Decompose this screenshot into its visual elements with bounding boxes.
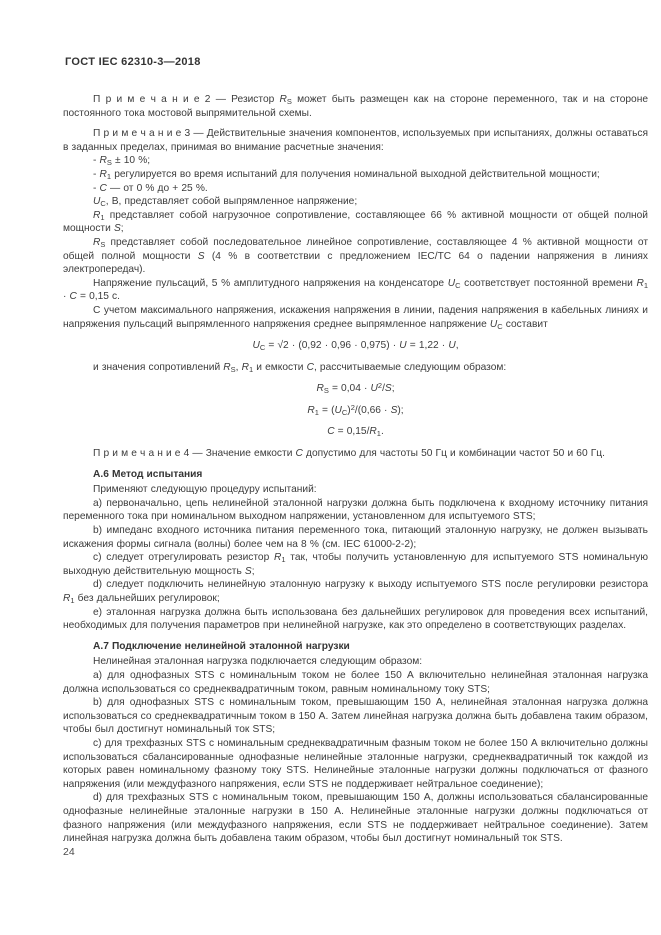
note-paragraph: П р и м е ч а н и е 2 — Резистор $R_S$ может быть размещен как на стороне переменного, так и на стороне постоянного тока мостовой выпрямительной схемы. <box>63 94 648 119</box>
formula: $U_C = √2 \cdot (0,92 \cdot 0,96 \cdot 0,975) \cdot U = 1,22 \cdot U$, <box>252 340 459 353</box>
paragraph: Напряжение пульсаций, 5 % амплитудного напряжения на конденсаторе $U_C$ соответствует постоянной времени $R_1 \cdot C = 0,15$ с. <box>63 277 649 303</box>
formula: $R_S = 0,04 \cdot U^2/S$; <box>316 381 395 396</box>
paragraph: c) следует отрегулировать резистор $R_1$ так, чтобы получить установленную для испытуемого STS номинальную выходную действительную мощность S; <box>63 552 648 577</box>
document-content <box>63 86 648 859</box>
paragraph: $R_S$ представляет собой последовательное линейное сопротивление, составляющее 4 % активной мощности от общей полной мощности S (4 % в соответствии с предложением IEC/TC 64 о падении напряжения в линиях электропередач). <box>63 236 649 276</box>
section-heading: А.7 Подключение нелинейной эталонной нагрузки <box>93 640 350 652</box>
paragraph: d) для трехфазных STS с номинальным током, превышающим 150 А, должны использоваться сбалансированные однофазные нелинейные эталонные нагрузки в 150 А. Нелинейные эталонные нагрузки должны подключаться от фазного напряжения (или междуфазного напряжения, если STS не поддерживает нейтральное соединение). Затем линейная нагрузка должна быть добавлена таким образом, чтобы был достигнут номинальный ток STS. <box>63 792 648 845</box>
paragraph: Нелинейная эталонная нагрузка подключается следующим образом: <box>93 656 423 668</box>
page-number: 24 <box>63 845 75 858</box>
paragraph: Применяют следующую процедуру испытаний: <box>93 484 317 496</box>
list-item: - C — от 0 % до + 25 %. <box>93 182 208 194</box>
paragraph: $R_1$ представляет собой нагрузочное сопротивление, составляющее 66 % активной мощности от общей полной мощности S; <box>63 209 648 235</box>
running-header: ГОСТ IEC 62310-3—2018 <box>65 56 201 68</box>
paragraph: c) для трехфазных STS с номинальным среднеквадратичным фазным током не более 150 А включительно должны использоваться сбалансированные однофазные нелинейные эталонные нагрузки, среднеквадратичный ток каждой из которых равен номинальному фазному току STS. Нелинейные эталонные нагрузки должны подключаться от фазного напряжения (или междуфазного напряжения, если STS не поддерживает нейтральное соединение); <box>63 737 648 790</box>
formula: $R_1 = (U_C)^2/(0,66 \cdot S)$; <box>307 402 404 417</box>
note-paragraph: П р и м е ч а н и е 3 — Действительные значения компонентов, используемых при испытаниях, должны оставаться в заданных пределах, принимая во внимание расчетные значения: <box>63 128 648 153</box>
formula: $C = 0,15/R_1$. <box>327 426 384 439</box>
list-item: - $R_1$ регулируется во время испытаний для получения номинальной выходной действительной мощности; <box>93 168 600 181</box>
paragraph: и значения сопротивлений $R_S$, $R_1$ и емкости C, рассчитываемые следующим образом: <box>93 361 507 374</box>
list-item: - $R_S \pm 10$ %; <box>93 155 151 168</box>
paragraph: b) для однофазных STS с номинальным током, превышающим 150 А, нелинейная эталонная нагрузка должна использоваться со среднеквадратичным током в 150 А. Затем линейная нагрузка должна быть добавлена таким образом, чтобы был достигнут номинальный ток STS; <box>63 697 648 736</box>
paragraph: $U_C$, В, представляет собой выпрямленное напряжение; <box>93 196 358 209</box>
note-paragraph: П р и м е ч а н и е 4 — Значение емкости C допустимо для частоты 50 Гц и комбинации частот 50 и 60 Гц. <box>93 448 605 460</box>
paragraph: d) следует подключить нелинейную эталонную нагрузку к выходу испытуемого STS после регулировки резистора $R_1$ без дальнейших регулировок; <box>63 579 648 605</box>
paragraph: a) первоначально, цепь нелинейной эталонной нагрузки должна быть подключена к входному источнику питания переменного тока при номинальном выходном напряжении, установленном для испытуемого STS; <box>63 497 648 523</box>
section-heading: А.6 Метод испытания <box>93 468 203 480</box>
paragraph: e) эталонная нагрузка должна быть использована без дальнейших регулировок для проведения всех испытаний, необходимых для получения параметров при нелинейной нагрузке, как это определено в соответствующих разделах. <box>63 606 648 632</box>
paragraph: b) импеданс входного источника питания переменного тока, питающий эталонную нагрузку, не должен вызывать искажения формы сигнала (волны) более чем на 8 % (см. IEC 61000-2-2); <box>63 525 648 550</box>
paragraph: a) для однофазных STS с номинальным током не более 150 А включительно нелинейная эталонная нагрузка должна использоваться со среднеквадратичным током, равным номинальному току STS; <box>63 669 648 695</box>
paragraph: С учетом максимального напряжения, искажения напряжения в линии, падения напряжения в кабельных линиях и напряжения пульсаций выпрямленного напряжения среднее выпрямленное напряжение $U_C$ составит <box>63 304 648 331</box>
